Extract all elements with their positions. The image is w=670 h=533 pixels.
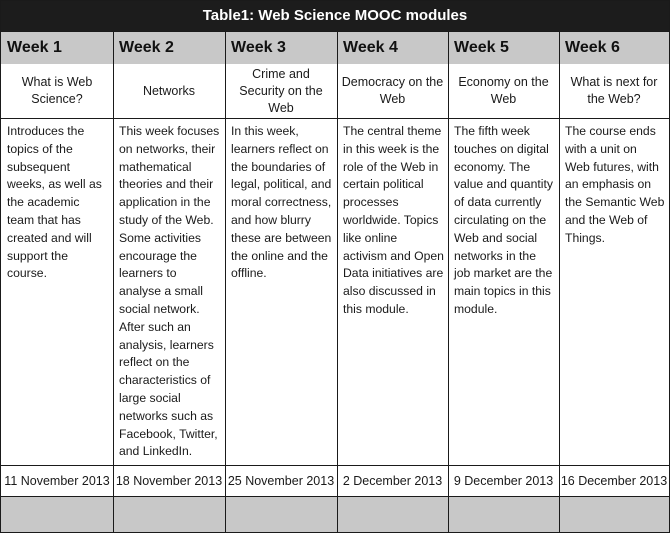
- topic-cell-6: What is next for the Web?: [570, 75, 658, 106]
- topic-row: [1, 64, 669, 119]
- description-cell-2: This week focuses on networks, their mathematical theories and their application in the study of the Web. Some activities encourage the learners to analyse a small social network. After such an analysis, learners reflect on the characteristics of large social networks such as Facebook, Twitter, and LinkedIn.: [119, 124, 220, 459]
- date-cell-2: 18 November 2013: [115, 474, 223, 488]
- column-divider: [559, 31, 560, 532]
- description-cell-6: The course ends with a unit on Web futures, with an emphasis on the Semantic Web and the Web of Things.: [565, 124, 665, 245]
- date-cell-6: 16 December 2013: [560, 474, 668, 488]
- description-cell-3: In this week, learners reflect on the boundaries of legal, political, and moral correctness, and how blurry these are between the online and the offline.: [231, 124, 332, 281]
- column-divider: [113, 31, 114, 532]
- table-title: Table1: Web Science MOOC modules: [1, 1, 669, 31]
- week-header-6: Week 6: [565, 39, 620, 56]
- description-row: [1, 119, 669, 466]
- date-cell-3: 25 November 2013: [227, 474, 335, 488]
- description-cell-5: The fifth week touches on digital economy. The value and quantity of data currently circulating on the Web and social networks in the job market are the main topics in this module.: [454, 124, 553, 316]
- week-header-4: Week 4: [343, 39, 398, 56]
- description-cell-4: The central theme in this week is the role of the Web in certain political processes worldwide. Topics like online activism and Open Data initiatives are also discussed in this module.: [343, 124, 444, 316]
- week-header-1: Week 1: [7, 39, 62, 56]
- date-cell-4: 2 December 2013: [342, 474, 443, 488]
- date-cell-1: 11 November 2013: [4, 474, 110, 488]
- topic-cell-4: Democracy on the Web: [341, 75, 444, 106]
- topic-cell-1: What is Web Science?: [21, 75, 93, 106]
- week-header-row: [1, 31, 669, 65]
- date-cell-5: 9 December 2013: [453, 474, 554, 488]
- column-divider: [337, 31, 338, 532]
- week-header-2: Week 2: [119, 39, 174, 56]
- topic-cell-5: Economy on the Web: [458, 75, 549, 106]
- topic-cell-2: Networks: [142, 83, 196, 98]
- description-cell-1: Introduces the topics of the subsequent weeks, as well as the academic team that has created and will support the course.: [7, 124, 102, 281]
- topic-cell-3: Crime and Security on the Web: [239, 66, 323, 115]
- date-row: [1, 466, 669, 497]
- footer-row: [1, 497, 669, 532]
- week-header-3: Week 3: [231, 39, 286, 56]
- week-header-5: Week 5: [454, 39, 509, 56]
- column-divider: [225, 31, 226, 532]
- column-divider: [448, 31, 449, 532]
